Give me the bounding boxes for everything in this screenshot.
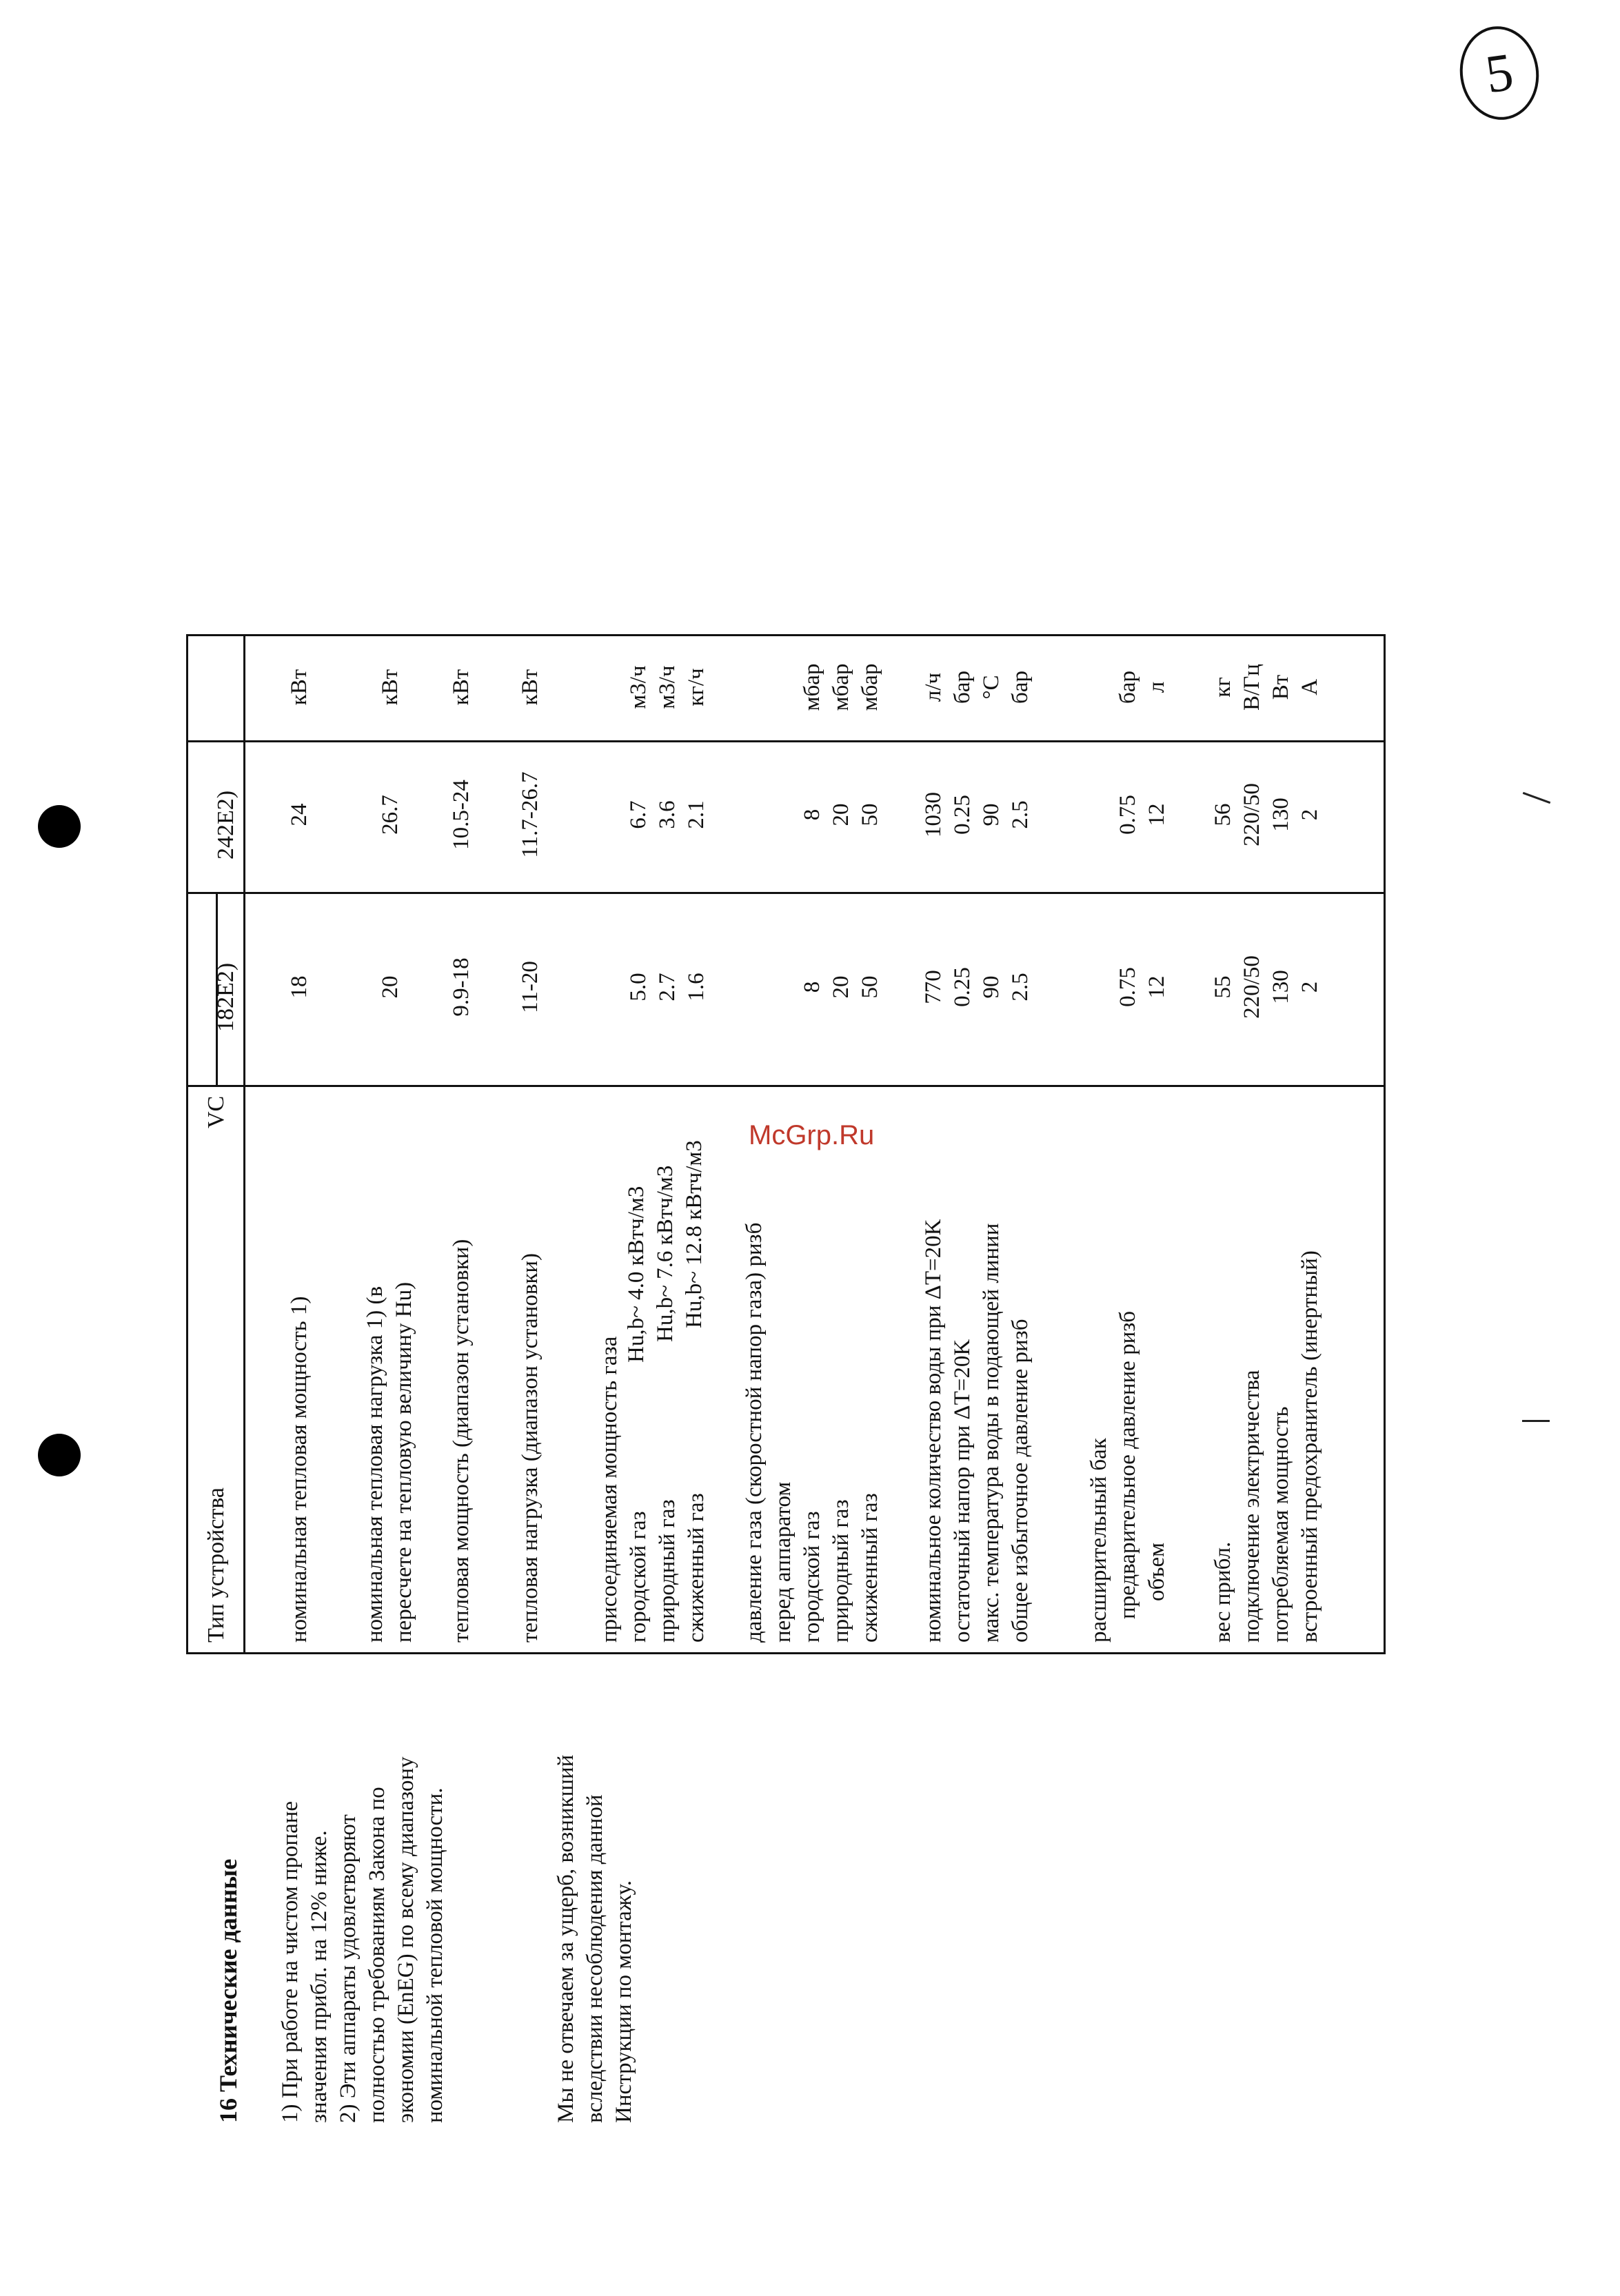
value-182: 0.25	[950, 967, 975, 1007]
value-242: 12	[1144, 803, 1169, 826]
tech-data-table	[186, 634, 1386, 1654]
misc-row-label: подключение электричества	[1239, 1370, 1264, 1643]
value-182: 18	[287, 975, 312, 999]
misc-section	[1208, 1091, 1324, 1643]
value-242: 220/50	[1239, 783, 1264, 846]
value-182: 220/50	[1239, 955, 1264, 1019]
unit: мбар	[829, 663, 853, 711]
gas-type-label: природный газ	[829, 1499, 853, 1643]
gas-pressure-heading: давление газа (скоростной напор газа) ризб	[742, 1222, 767, 1643]
unit: м3/ч	[626, 665, 651, 709]
value-182: 2	[1297, 981, 1322, 993]
misc-row-label: встроенный предохранитель (инертный)	[1297, 1250, 1322, 1643]
value-242: 0.75	[1115, 795, 1140, 835]
unit: кВт	[518, 669, 543, 706]
gas-type-label: сжиженный газ	[684, 1493, 709, 1643]
footnote-1: 1) При работе на чистом пропане значения прибл. на 12% ниже.	[278, 1800, 332, 2123]
unit: мбар	[800, 663, 824, 711]
value-242: 3.6	[655, 800, 680, 829]
misc-row-label: потребляемая мощность	[1268, 1406, 1293, 1643]
value-242: 26.7	[378, 795, 403, 835]
unit: В/Гц	[1239, 664, 1264, 711]
value-242: 1030	[921, 792, 946, 837]
value-182: 2.7	[655, 973, 680, 1002]
unit: л/ч	[921, 672, 946, 702]
value-182: 12	[1144, 975, 1169, 999]
value-242: 10.5-24	[449, 780, 474, 850]
value-182: 770	[921, 970, 946, 1004]
value-242: 90	[979, 803, 1004, 826]
expansion-row-label: объем	[1144, 1542, 1169, 1601]
value-182: 5.0	[626, 973, 651, 1002]
unit: кВт	[378, 669, 403, 706]
model-182: 182E2)	[213, 962, 239, 1032]
unit: бар	[1115, 671, 1140, 704]
value-242: 0.25	[950, 795, 975, 835]
unit: кг/ч	[684, 668, 709, 707]
row-label: номинальная тепловая мощность 1)	[287, 1296, 312, 1643]
value-242: 56	[1211, 803, 1235, 826]
value-242: 130	[1268, 797, 1293, 832]
row-label: тепловая нагрузка (диапазон установки)	[518, 1252, 543, 1643]
section-title: 16 Технические данные	[214, 1858, 242, 2123]
page-number: 5	[1454, 21, 1545, 125]
misc-row-label: вес прибл.	[1211, 1541, 1235, 1643]
expansion-section	[1084, 1091, 1171, 1643]
row-label-cont: пересчете на тепловую величину Hu)	[392, 1281, 416, 1643]
value-242: 8	[800, 809, 824, 821]
value-182: 55	[1211, 975, 1235, 999]
gas-type-label: городской газ	[800, 1511, 824, 1643]
value-182: 1.6	[684, 973, 709, 1002]
water-row-label: макс. температура воды в подающей линии	[979, 1223, 1004, 1643]
unit: бар	[1008, 671, 1033, 704]
scan-mark	[1523, 792, 1550, 804]
rotated-document	[186, 538, 1468, 2123]
unit: Вт	[1268, 674, 1293, 700]
unit: м3/ч	[655, 665, 680, 709]
value-182: 8	[800, 981, 824, 993]
value-182: 20	[378, 975, 403, 999]
expansion-row-label: предварительное давление ризб	[1115, 1310, 1140, 1619]
water-section	[919, 1091, 1035, 1643]
model-242: 242E2)	[213, 790, 239, 860]
value-182: 20	[829, 975, 853, 999]
punch-hole-bottom	[38, 1434, 81, 1476]
value-242: 2.5	[1008, 800, 1033, 829]
value-182: 130	[1268, 970, 1293, 1004]
row-nominal-load	[361, 1091, 418, 1643]
water-row-label: номинальное количество воды при ΔT=20K	[921, 1219, 946, 1643]
gas-connection-heading: присоединяемая мощность газа	[597, 1336, 622, 1643]
footnote-2: 2) Эти аппараты удовлетворяют полностью требованиям Закона по экономии (EnEG) по всему диапазону номинальной тепловой мощности.	[336, 1756, 447, 2123]
unit: мбар	[858, 663, 882, 711]
gas-pressure-heading-cont: перед аппаратом	[771, 1481, 796, 1643]
unit: А	[1297, 679, 1322, 695]
row-power-range	[447, 1091, 476, 1643]
row-label: номинальная тепловая нагрузка 1) (в	[363, 1286, 387, 1643]
value-182: 2.5	[1008, 973, 1033, 1002]
value-182: 11-20	[518, 961, 543, 1013]
hu-value: Hu,b~ 12.8 кВтч/м3	[682, 1140, 707, 1328]
gas-type-label: природный газ	[655, 1499, 680, 1643]
water-row-label: остаточный напор при ΔT=20K	[950, 1339, 975, 1643]
unit: кВт	[449, 669, 474, 706]
value-242: 24	[287, 803, 312, 826]
vc-label: VC	[203, 1095, 229, 1128]
punch-hole-top	[38, 805, 81, 848]
expansion-heading: расширительный бак	[1086, 1438, 1111, 1643]
value-182: 50	[858, 975, 882, 999]
unit: кг	[1211, 677, 1235, 698]
row-label: тепловая мощность (диапазон установки)	[449, 1239, 474, 1643]
value-242: 6.7	[626, 800, 651, 829]
unit: °C	[979, 675, 1004, 700]
hu-value: Hu,b~ 7.6 кВтч/м3	[653, 1165, 678, 1342]
row-nominal-power	[285, 1091, 314, 1643]
value-182: 90	[979, 975, 1004, 999]
type-label: Тип устройства	[203, 1487, 229, 1643]
gas-type-label: сжиженный газ	[858, 1493, 882, 1643]
unit: л	[1144, 681, 1169, 693]
watermark: McGrp.Ru	[749, 1120, 875, 1150]
value-242: 20	[829, 803, 853, 826]
value-242: 2	[1297, 809, 1322, 821]
gas-type-label: городской газ	[626, 1511, 651, 1643]
water-row-label: общее избыточное давление ризб	[1008, 1319, 1033, 1643]
unit: кВт	[287, 669, 312, 706]
value-242: 50	[858, 803, 882, 826]
value-182: 9.9-18	[449, 957, 474, 1017]
hu-value: Hu,b~ 4.0 кВтч/м3	[624, 1186, 649, 1363]
scan-mark	[1522, 1420, 1550, 1422]
value-182: 0.75	[1115, 967, 1140, 1007]
value-242: 2.1	[684, 800, 709, 829]
row-load-range	[516, 1091, 545, 1643]
unit: бар	[950, 671, 975, 704]
footnotes	[276, 1709, 449, 2123]
gas-pressure-section	[740, 1091, 884, 1643]
disclaimer: Мы не отвечаем за ущерб, возникший вследствии несоблюдения данной Инструкции по монтажу.	[554, 1754, 636, 2123]
value-242: 11.7-26.7	[518, 771, 543, 858]
